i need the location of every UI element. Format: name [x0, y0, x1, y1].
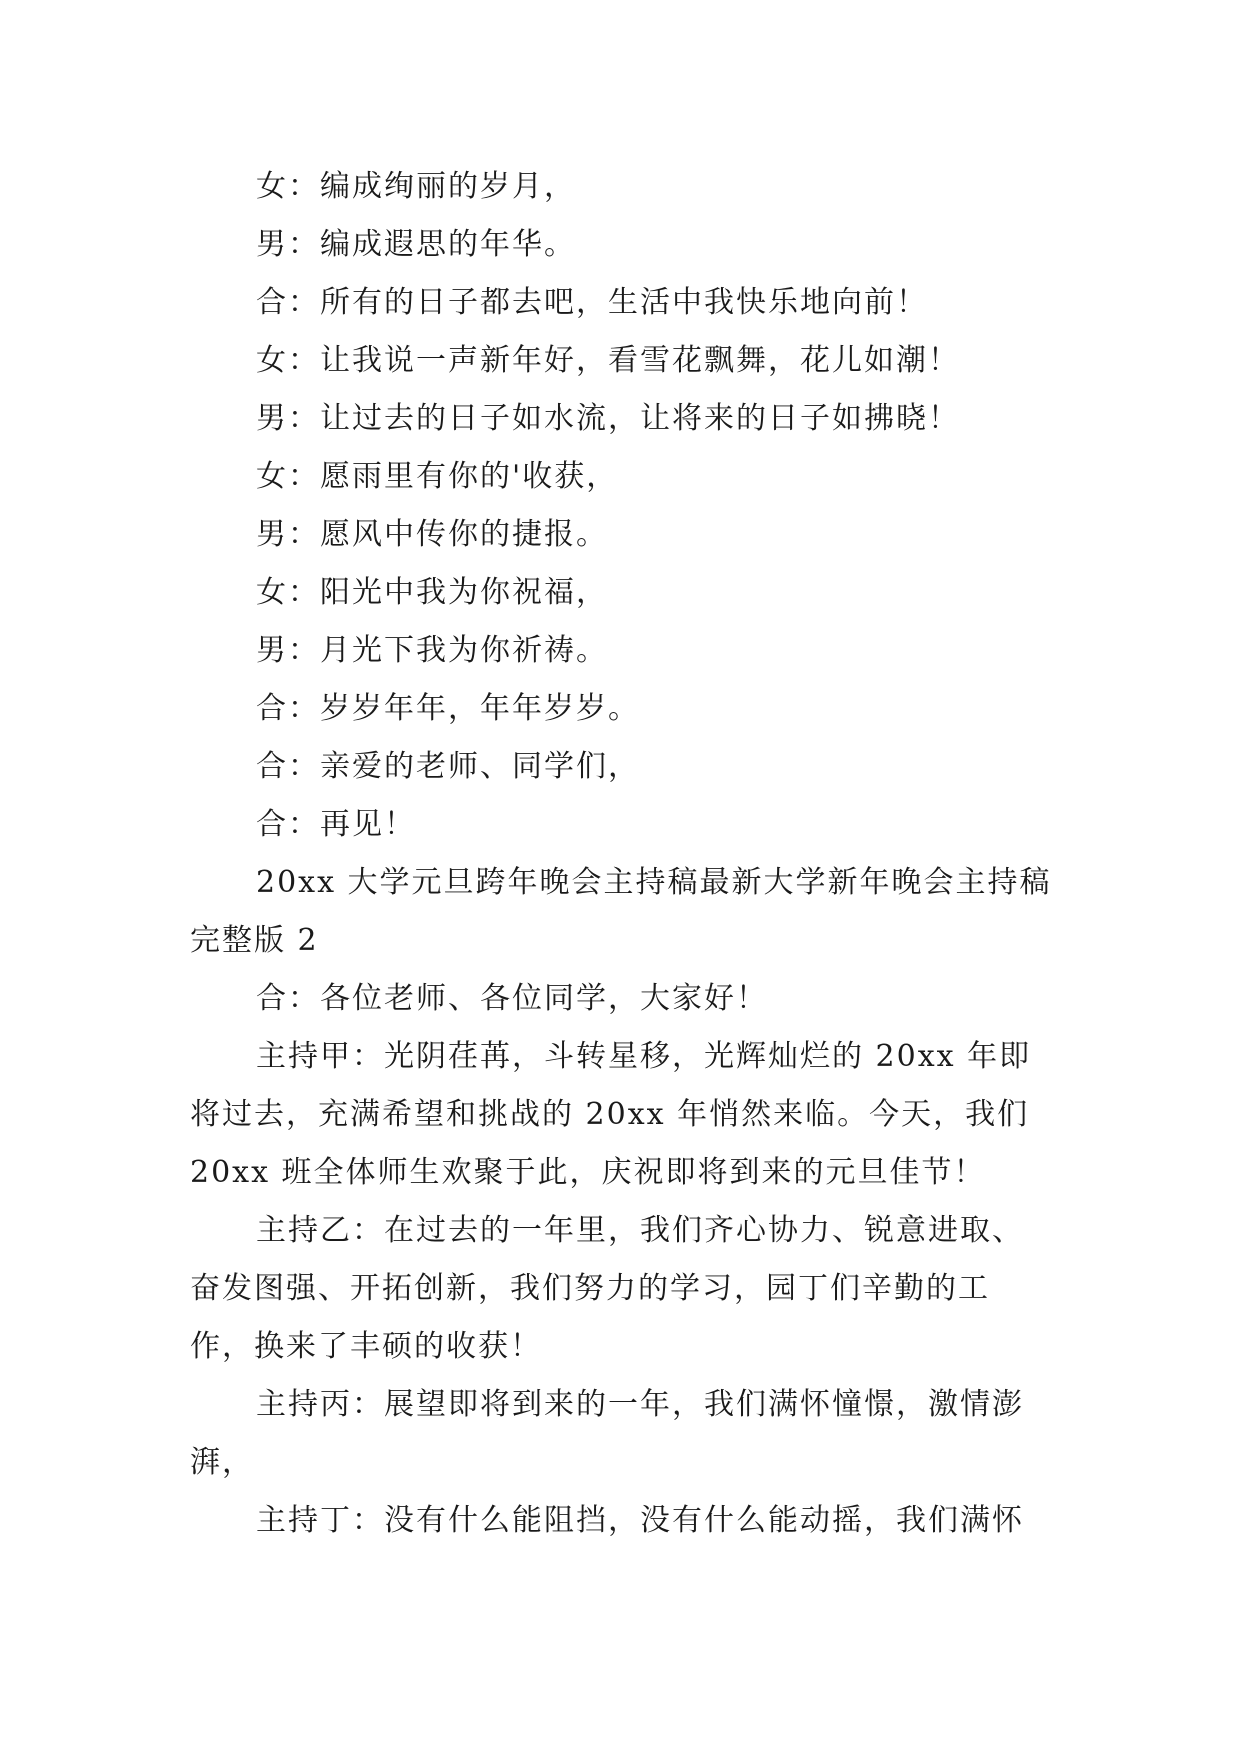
paragraph: 女：让我说一声新年好，看雪花飘舞，花儿如潮！	[256, 343, 960, 378]
paragraph: 合：各位老师、各位同学，大家好！	[256, 981, 768, 1016]
paragraph: 主持丁：没有什么能阻挡，没有什么能动摇，我们满怀	[256, 1503, 1024, 1538]
paragraph: 合：岁岁年年，年年岁岁。	[256, 691, 640, 726]
paragraph: 女：编成绚丽的岁月，	[256, 169, 576, 204]
paragraph: 主持丙：展望即将到来的一年，我们满怀憧憬，激情澎湃，	[190, 1387, 1024, 1480]
paragraph: 男：让过去的日子如水流，让将来的日子如拂晓！	[256, 401, 960, 436]
paragraph: 男：月光下我为你祈祷。	[256, 633, 608, 668]
paragraph: 主持甲：光阴荏苒，斗转星移，光辉灿烂的 20xx 年即将过去，充满希望和挑战的 20xx 年悄然来临。今天，我们 20xx 班全体师生欢聚于此，庆祝即将到来的元旦佳节！	[190, 1039, 1032, 1190]
paragraph: 主持乙：在过去的一年里，我们齐心协力、锐意进取、奋发图强、开拓创新，我们努力的学习，园丁们辛勤的工作，换来了丰硕的收获！	[190, 1213, 1024, 1364]
paragraph: 合：亲爱的老师、同学们，	[256, 749, 640, 784]
section-heading: 20xx 大学元旦跨年晚会主持稿最新大学新年晚会主持稿完整版 2	[190, 865, 1052, 958]
paragraph: 男：编成遐思的年华。	[256, 227, 576, 262]
paragraph: 合：再见！	[256, 807, 416, 842]
paragraph: 合：所有的日子都去吧，生活中我快乐地向前！	[256, 285, 928, 320]
document-body	[190, 158, 1052, 1550]
paragraph: 女：阳光中我为你祝福，	[256, 575, 608, 610]
paragraph: 女：愿雨里有你的'收获，	[256, 459, 619, 494]
paragraph: 男：愿风中传你的捷报。	[256, 517, 608, 552]
